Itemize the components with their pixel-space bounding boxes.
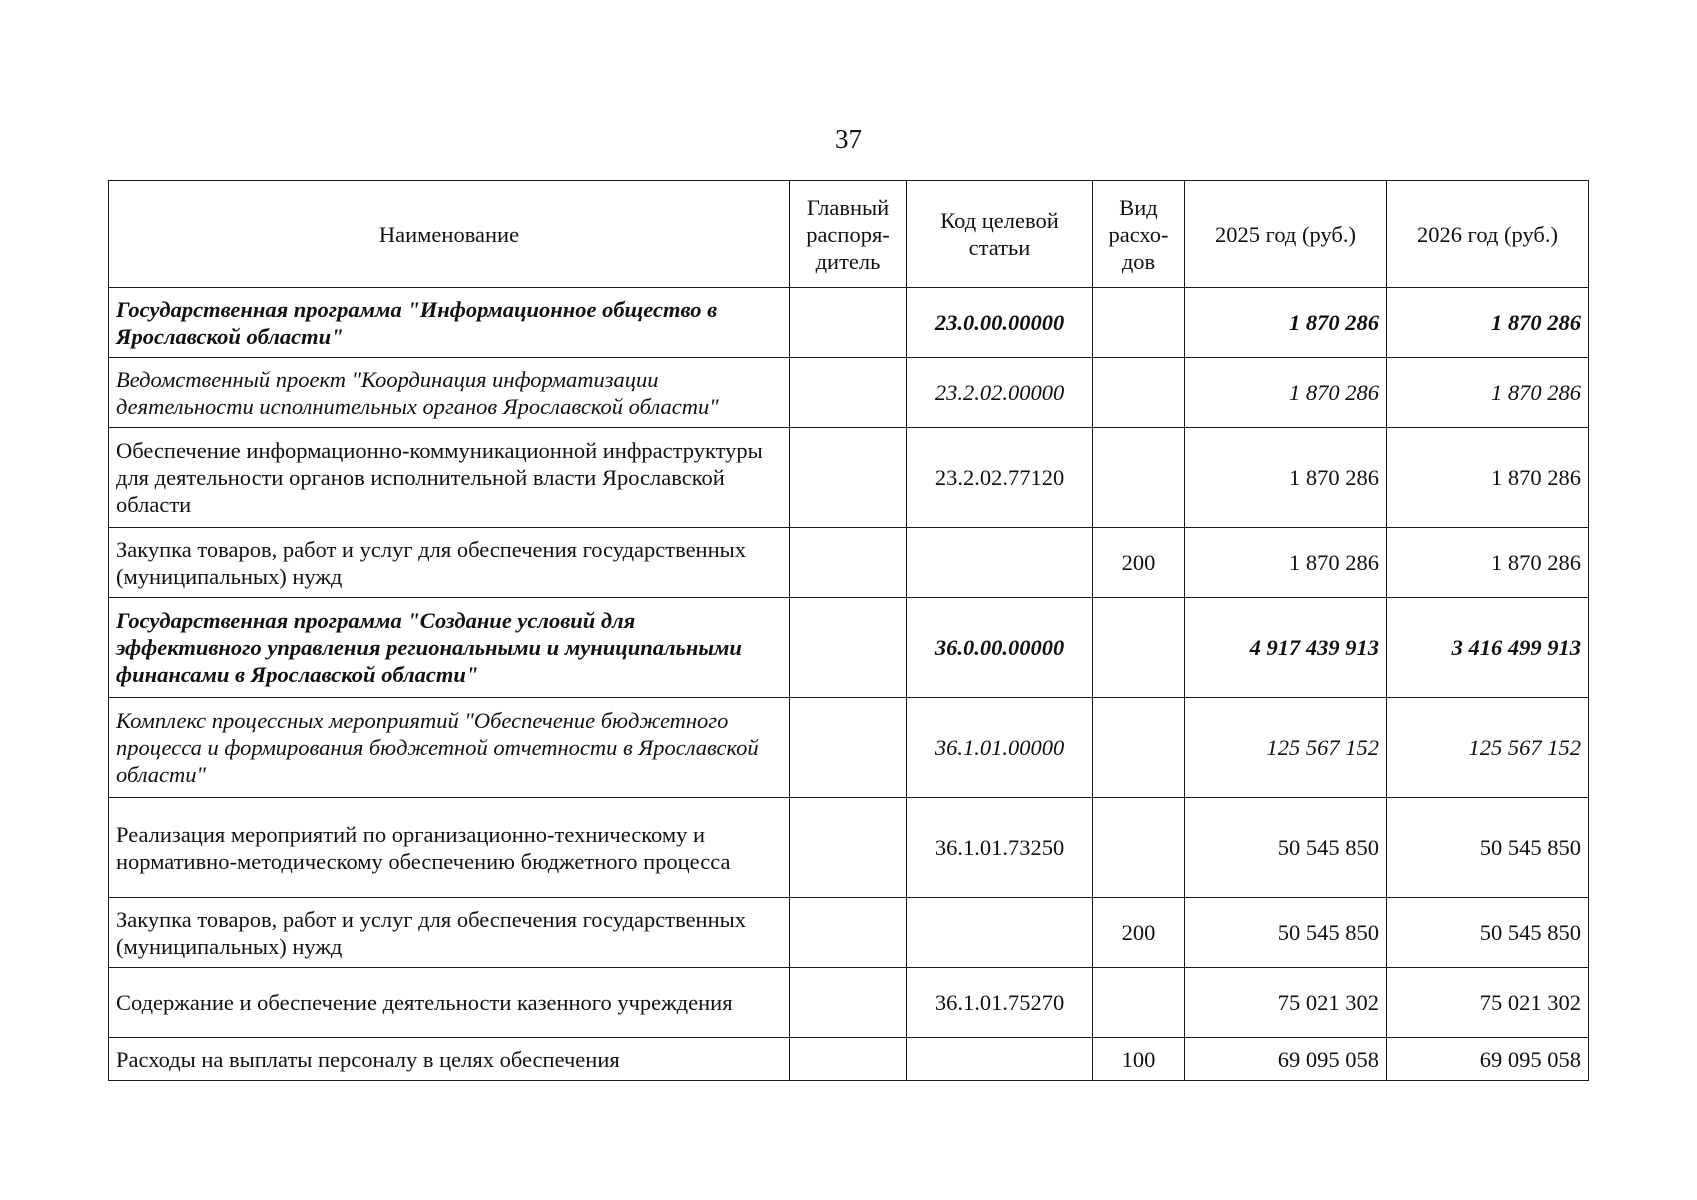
row-target-code: 23.2.02.77120 xyxy=(907,428,1093,528)
row-amount-2025: 69 095 058 xyxy=(1185,1038,1387,1081)
row-chief-manager xyxy=(790,898,907,968)
row-amount-2026: 1 870 286 xyxy=(1387,428,1589,528)
row-name: Реализация мероприятий по организационно-техническому и нормативно-методическому обеспечению бюджетного процесса xyxy=(109,798,790,898)
row-name: Содержание и обеспечение деятельности казенного учреждения xyxy=(109,968,790,1038)
header-expense-type: Вид расхо-дов xyxy=(1093,181,1185,288)
row-amount-2026: 1 870 286 xyxy=(1387,288,1589,358)
table-row xyxy=(109,528,1589,598)
row-chief-manager xyxy=(790,698,907,798)
row-amount-2026: 1 870 286 xyxy=(1387,528,1589,598)
row-target-code xyxy=(907,898,1093,968)
row-amount-2025: 1 870 286 xyxy=(1185,288,1387,358)
row-chief-manager xyxy=(790,1038,907,1081)
row-amount-2025: 1 870 286 xyxy=(1185,528,1387,598)
header-name: Наименование xyxy=(109,181,790,288)
row-name: Государственная программа "Создание условий для эффективного управления региональными и муниципальными финансами в Ярославской области" xyxy=(109,598,790,698)
table-row xyxy=(109,898,1589,968)
row-expense-type xyxy=(1093,598,1185,698)
row-target-code: 36.1.01.00000 xyxy=(907,698,1093,798)
row-name: Обеспечение информационно-коммуникационной инфраструктуры для деятельности органов исполнительной власти Ярославской области xyxy=(109,428,790,528)
table-row xyxy=(109,358,1589,428)
row-name: Государственная программа "Информационное общество в Ярославской области" xyxy=(109,288,790,358)
header-year-2026: 2026 год (руб.) xyxy=(1387,181,1589,288)
row-expense-type: 100 xyxy=(1093,1038,1185,1081)
row-amount-2026: 69 095 058 xyxy=(1387,1038,1589,1081)
row-chief-manager xyxy=(790,428,907,528)
row-chief-manager xyxy=(790,288,907,358)
row-expense-type xyxy=(1093,968,1185,1038)
row-name: Ведомственный проект "Координация информатизации деятельности исполнительных органов Ярославской области" xyxy=(109,358,790,428)
table-row xyxy=(109,698,1589,798)
table-row xyxy=(109,598,1589,698)
row-name: Комплекс процессных мероприятий "Обеспечение бюджетного процесса и формирования бюджетной отчетности в Ярославской области" xyxy=(109,698,790,798)
row-amount-2025: 1 870 286 xyxy=(1185,428,1387,528)
row-target-code: 23.0.00.00000 xyxy=(907,288,1093,358)
header-chief-manager: Главный распоря-дитель xyxy=(790,181,907,288)
row-chief-manager xyxy=(790,598,907,698)
row-amount-2025: 4 917 439 913 xyxy=(1185,598,1387,698)
row-name: Закупка товаров, работ и услуг для обеспечения государственных (муниципальных) нужд xyxy=(109,898,790,968)
row-target-code: 36.1.01.73250 xyxy=(907,798,1093,898)
row-amount-2025: 50 545 850 xyxy=(1185,798,1387,898)
row-amount-2026: 75 021 302 xyxy=(1387,968,1589,1038)
row-amount-2025: 75 021 302 xyxy=(1185,968,1387,1038)
row-amount-2026: 50 545 850 xyxy=(1387,798,1589,898)
budget-table xyxy=(108,180,1589,1081)
row-amount-2026: 3 416 499 913 xyxy=(1387,598,1589,698)
row-target-code xyxy=(907,1038,1093,1081)
table-row xyxy=(109,968,1589,1038)
row-chief-manager xyxy=(790,528,907,598)
table-row xyxy=(109,1038,1589,1081)
row-amount-2025: 1 870 286 xyxy=(1185,358,1387,428)
header-target-code: Код целевой статьи xyxy=(907,181,1093,288)
row-target-code: 36.0.00.00000 xyxy=(907,598,1093,698)
row-chief-manager xyxy=(790,968,907,1038)
table-row xyxy=(109,798,1589,898)
page-number: 37 xyxy=(835,124,862,154)
row-target-code: 36.1.01.75270 xyxy=(907,968,1093,1038)
row-target-code: 23.2.02.00000 xyxy=(907,358,1093,428)
row-amount-2025: 125 567 152 xyxy=(1185,698,1387,798)
row-target-code xyxy=(907,528,1093,598)
row-chief-manager xyxy=(790,798,907,898)
row-expense-type xyxy=(1093,428,1185,528)
row-expense-type xyxy=(1093,358,1185,428)
row-expense-type: 200 xyxy=(1093,898,1185,968)
row-expense-type xyxy=(1093,698,1185,798)
table-header-row xyxy=(109,181,1589,288)
table-row xyxy=(109,288,1589,358)
row-name: Закупка товаров, работ и услуг для обеспечения государственных (муниципальных) нужд xyxy=(109,528,790,598)
row-expense-type xyxy=(1093,288,1185,358)
row-amount-2026: 50 545 850 xyxy=(1387,898,1589,968)
row-expense-type: 200 xyxy=(1093,528,1185,598)
row-name: Расходы на выплаты персоналу в целях обеспечения xyxy=(109,1038,790,1081)
row-expense-type xyxy=(1093,798,1185,898)
row-amount-2026: 1 870 286 xyxy=(1387,358,1589,428)
header-year-2025: 2025 год (руб.) xyxy=(1185,181,1387,288)
table-row xyxy=(109,428,1589,528)
row-amount-2025: 50 545 850 xyxy=(1185,898,1387,968)
row-chief-manager xyxy=(790,358,907,428)
row-amount-2026: 125 567 152 xyxy=(1387,698,1589,798)
